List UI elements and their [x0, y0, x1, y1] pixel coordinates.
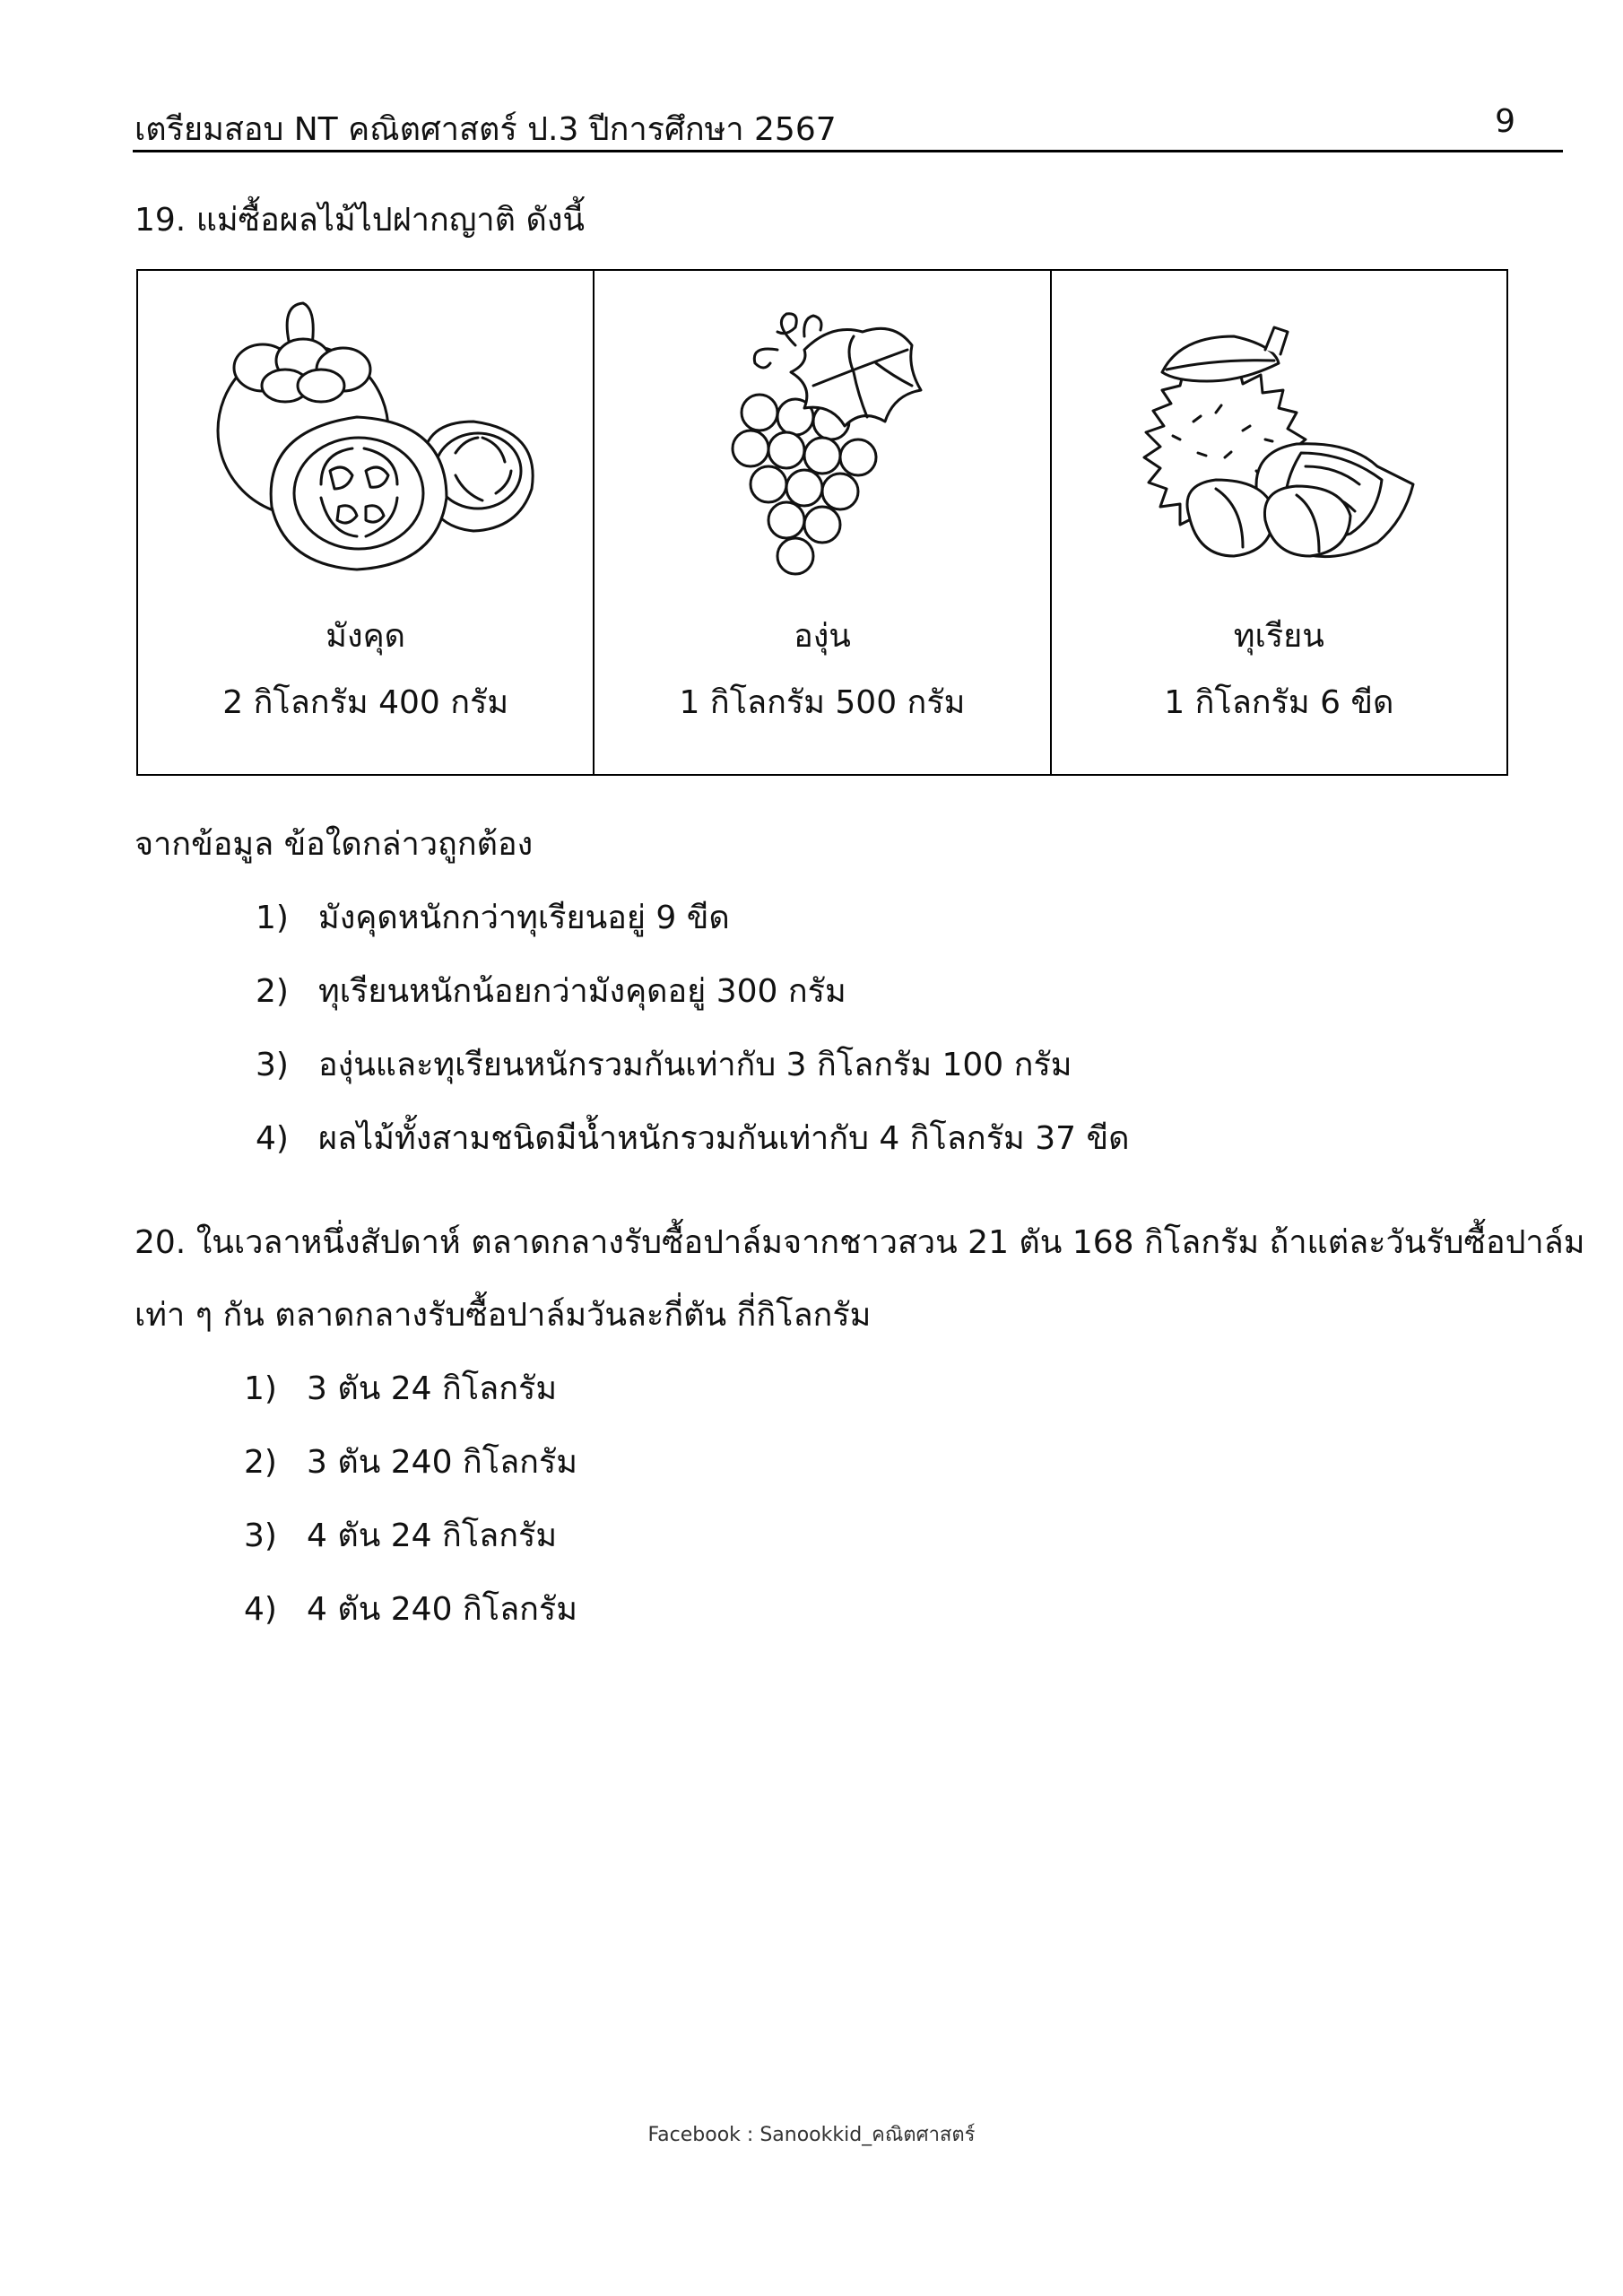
question-19-prompt: จากข้อมูล ข้อใดกล่าวถูกต้อง [135, 826, 534, 863]
choice-number: 1) [244, 1370, 277, 1407]
choice-number: 3) [244, 1518, 277, 1554]
fruit-name-grapes: องุ่น [794, 618, 851, 655]
q19-choice-3[interactable] [256, 1044, 1072, 1087]
page-footer: Facebook : Sanookkid_คณิตศาสตร์ [647, 2124, 976, 2146]
choice-number: 1) [256, 900, 289, 936]
choice-number: 2) [256, 973, 289, 1010]
choice-text: 4 ตัน 240 กิโลกรัม [307, 1591, 577, 1628]
q20-choice-3[interactable] [244, 1515, 557, 1558]
fruit-weight-mangosteen: 2 กิโลกรัม 400 กรัม [222, 684, 509, 721]
choice-number: 3) [256, 1047, 289, 1083]
fruit-weight-durian: 1 กิโลกรัม 6 ขีด [1164, 684, 1394, 721]
q20-choice-2[interactable] [244, 1441, 577, 1484]
mangosteen-icon [187, 296, 545, 592]
fruit-name-mangosteen: มังคุด [325, 618, 406, 655]
choice-text: ทุเรียนหนักน้อยกว่ามังคุดอยู่ 300 กรัม [318, 973, 846, 1010]
q19-choice-4[interactable] [256, 1118, 1129, 1161]
choice-number: 2) [244, 1444, 277, 1481]
fruit-cell-durian [1052, 271, 1506, 774]
choice-text: ผลไม้ทั้งสามชนิดมีน้ำหนักรวมกันเท่ากับ 4 กิโลกรัม 37 ขีด [318, 1120, 1130, 1157]
question-20-text-line1: 20. ในเวลาหนึ่งสัปดาห์ ตลาดกลางรับซื้อปาล์มจากชาวสวน 21 ตัน 168 กิโลกรัม ถ้าแต่ละวันรับซื้อปาล์ม [135, 1224, 1585, 1261]
q19-choice-1[interactable] [256, 897, 730, 940]
choice-text: มังคุดหนักกว่าทุเรียนอยู่ 9 ขีด [318, 900, 730, 936]
question-20-text-line2: เท่า ๆ กัน ตลาดกลางรับซื้อปาล์มวันละกี่ตัน กี่กิโลกรัม [135, 1297, 872, 1334]
choice-text: องุ่นและทุเรียนหนักรวมกันเท่ากับ 3 กิโลกรัม 100 กรัม [318, 1047, 1072, 1083]
choice-number: 4) [256, 1120, 289, 1157]
fruit-cell-grapes [595, 271, 1051, 774]
choice-text: 3 ตัน 240 กิโลกรัม [307, 1444, 577, 1481]
page-header-title: เตรียมสอบ NT คณิตศาสตร์ ป.3 ปีการศึกษา 2567 [135, 111, 837, 148]
fruit-name-durian: ทุเรียน [1233, 618, 1324, 655]
header-divider [133, 150, 1563, 152]
question-19-text: 19. แม่ซื้อผลไม้ไปฝากญาติ ดังนี้ [135, 202, 586, 239]
page-number: 9 [1495, 103, 1515, 140]
q20-choice-1[interactable] [244, 1368, 557, 1411]
fruit-weight-grapes: 1 กิโลกรัม 500 กรัม [679, 684, 966, 721]
choice-text: 3 ตัน 24 กิโลกรัม [307, 1370, 558, 1407]
q19-choice-2[interactable] [256, 970, 846, 1013]
fruit-cell-mangosteen [138, 271, 595, 774]
durian-icon [1108, 296, 1449, 592]
grapes-icon [697, 296, 948, 592]
choice-text: 4 ตัน 24 กิโลกรัม [307, 1518, 558, 1554]
fruit-table [136, 269, 1508, 776]
choice-number: 4) [244, 1591, 277, 1628]
q20-choice-4[interactable] [244, 1588, 577, 1631]
